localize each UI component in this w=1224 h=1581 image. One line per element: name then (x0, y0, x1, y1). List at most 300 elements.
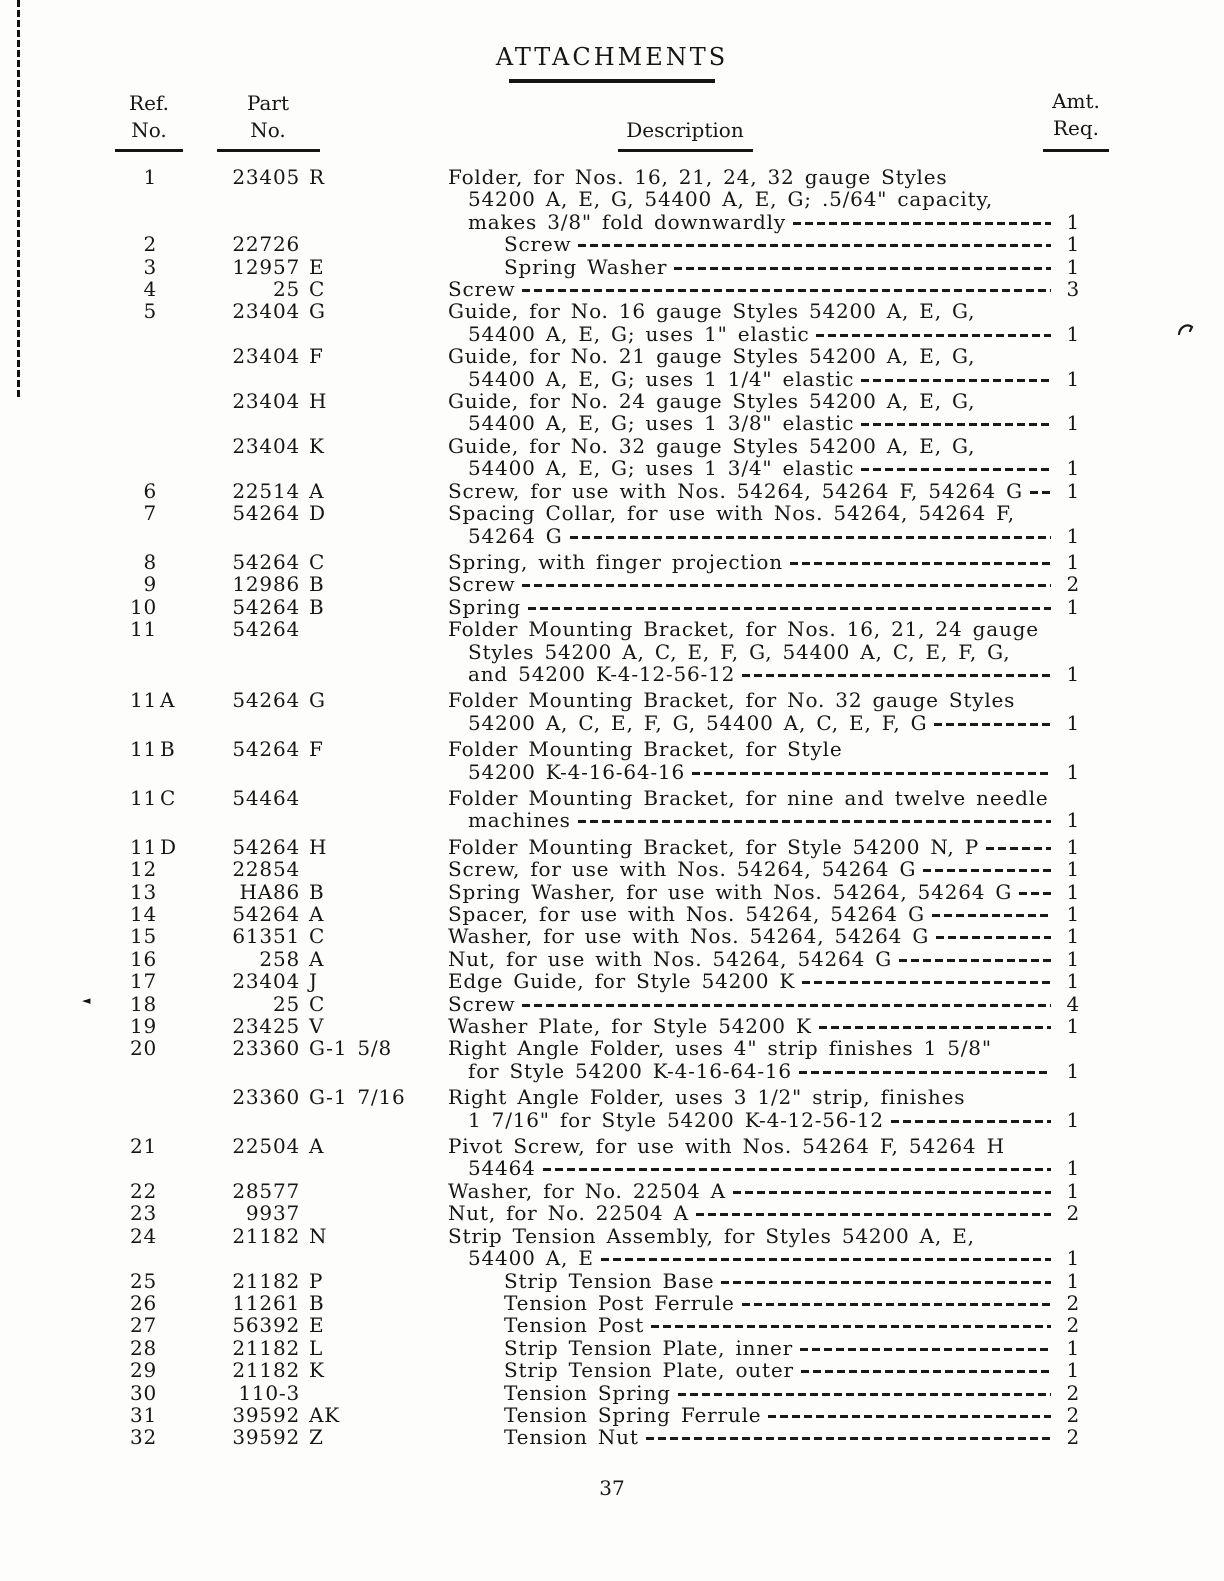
description-cell (448, 1404, 1080, 1426)
ref-suffix (157, 1404, 160, 1426)
dash-leader (742, 674, 1051, 677)
ref-number: 5 (143, 299, 157, 324)
part-cell (177, 1037, 448, 1059)
amount-cell: 1 (1066, 366, 1080, 391)
table-row (0, 525, 1224, 547)
ref-suffix (157, 1202, 160, 1224)
description-cell (448, 993, 1080, 1015)
description-cell (448, 1086, 1080, 1108)
ref-number (104, 345, 157, 367)
dash-leader (923, 869, 1051, 872)
description-text: Spring (448, 594, 521, 619)
part-suffix: P (309, 1268, 324, 1293)
part-number: 110-3 (238, 1380, 300, 1405)
part-suffix (300, 809, 309, 831)
table-row (0, 1109, 1224, 1131)
description-cell (448, 457, 1080, 479)
part-number: 21182 (232, 1358, 300, 1383)
part-cell (177, 323, 448, 345)
part-cell (177, 1247, 448, 1269)
table-row (0, 1180, 1224, 1202)
ref-suffix (157, 233, 160, 255)
part-suffix: AK (309, 1402, 340, 1427)
ref-suffix (157, 1060, 160, 1082)
part-suffix (300, 412, 309, 434)
ref-cell (0, 1060, 177, 1082)
ref-cell (0, 596, 177, 618)
ref-cell (0, 1015, 177, 1037)
part-suffix: C (309, 277, 326, 302)
table-row (0, 573, 1224, 595)
ref-cell (0, 836, 177, 858)
part-number (177, 1157, 300, 1179)
ref-cell (0, 1292, 177, 1314)
part-number: 22726 (232, 232, 300, 257)
description-text: Folder Mounting Bracket, for Nos. 16, 21, 24 gauge (448, 617, 1039, 642)
ref-suffix (157, 278, 160, 300)
table-row (0, 1135, 1224, 1157)
ref-cell (0, 970, 177, 992)
ref-number: 17 (129, 969, 157, 994)
page-number: 37 (599, 1476, 625, 1500)
part-number: 39592 (232, 1402, 300, 1427)
description-text: Folder Mounting Bracket, for nine and twelve needle (448, 785, 1049, 810)
part-suffix: F (309, 344, 324, 369)
amount-cell: 1 (1066, 1178, 1080, 1203)
part-number: 21182 (232, 1335, 300, 1360)
description-cell (448, 256, 1080, 278)
part-suffix (300, 663, 309, 685)
description-text: Strip Tension Plate, outer (504, 1358, 794, 1383)
description-cell (448, 573, 1080, 595)
part-cell (177, 435, 448, 457)
ref-suffix (157, 166, 160, 188)
description-text: Folder, for Nos. 16, 21, 24, 32 gauge Styles (448, 165, 948, 189)
dash-leader (861, 423, 1051, 426)
part-cell (177, 925, 448, 947)
part-cell (177, 993, 448, 1015)
ref-number: 19 (129, 1014, 157, 1039)
amount-cell: 2 (1066, 1313, 1080, 1338)
part-suffix (300, 1202, 309, 1224)
description-cell (448, 903, 1080, 925)
ref-number (104, 211, 157, 233)
part-suffix: A (309, 946, 325, 971)
description-text: Strip Tension Base (504, 1268, 715, 1293)
table-row (0, 993, 1224, 1015)
part-cell (177, 1292, 448, 1314)
part-suffix: V (309, 1014, 325, 1039)
description-cell (448, 881, 1080, 903)
amount-cell: 1 (1066, 661, 1080, 686)
table-row (0, 368, 1224, 390)
description-cell (448, 278, 1080, 300)
column-header-amt (1036, 88, 1116, 152)
scan-arrow-artifact: ◄ (82, 994, 91, 1007)
table-row (0, 858, 1224, 880)
part-suffix (300, 211, 309, 233)
ref-suffix (157, 480, 160, 502)
ref-suffix (157, 925, 160, 947)
ref-cell (0, 211, 177, 233)
ref-cell (0, 1404, 177, 1426)
description-text: 54400 A, E, G; uses 1 3/8" elastic (468, 411, 855, 436)
description-text: Tension Spring Ferrule (504, 1402, 762, 1427)
ref-number: 22 (129, 1178, 157, 1203)
part-cell (177, 1086, 448, 1108)
part-suffix (300, 787, 309, 809)
part-suffix: G (309, 299, 326, 324)
ref-suffix (157, 323, 160, 345)
ref-suffix (157, 618, 160, 640)
ref-cell (0, 1270, 177, 1292)
description-cell (448, 435, 1080, 457)
table-row (0, 948, 1224, 970)
dash-leader (891, 1120, 1051, 1123)
part-suffix: C (309, 991, 326, 1016)
ref-suffix (157, 211, 160, 233)
table-row (0, 663, 1224, 685)
description-text: 54400 A, E, G; uses 1 1/4" elastic (468, 366, 855, 391)
ref-number (104, 188, 157, 210)
part-number: 22854 (232, 857, 300, 882)
ref-number: 11 (129, 617, 157, 642)
dash-leader (1019, 892, 1051, 895)
ref-suffix (157, 1314, 160, 1336)
ref-suffix (157, 1382, 160, 1404)
table-row (0, 881, 1224, 903)
description-cell (448, 618, 1080, 640)
part-number (177, 809, 300, 831)
ref-cell (0, 1426, 177, 1448)
part-suffix (300, 1382, 309, 1404)
ref-cell (0, 256, 177, 278)
part-suffix (300, 1180, 309, 1202)
ref-cell (0, 1202, 177, 1224)
ref-suffix (157, 1292, 160, 1314)
description-text: Nut, for No. 22504 A (448, 1201, 689, 1226)
ref-suffix (157, 412, 160, 434)
part-cell (177, 1404, 448, 1426)
part-suffix: F (309, 737, 324, 762)
description-cell (448, 1015, 1080, 1037)
ref-suffix (157, 345, 160, 367)
ref-suffix (157, 1426, 160, 1448)
amount-cell: 2 (1066, 1201, 1080, 1226)
table-row (0, 712, 1224, 734)
part-suffix (300, 712, 309, 734)
table-row (0, 1404, 1224, 1426)
ref-number: 12 (129, 857, 157, 882)
ref-number: 3 (143, 254, 157, 279)
amount-cell: 1 (1066, 1107, 1080, 1132)
ref-number (104, 712, 157, 734)
dash-leader (790, 562, 1051, 565)
table-row (0, 1270, 1224, 1292)
ref-suffix: A (160, 688, 176, 713)
description-cell (448, 970, 1080, 992)
part-suffix: Z (309, 1425, 324, 1450)
ref-suffix (157, 188, 160, 210)
dash-leader (678, 1393, 1051, 1396)
ref-suffix (157, 457, 160, 479)
ref-cell (0, 809, 177, 831)
ref-cell (0, 738, 177, 760)
ref-cell (0, 300, 177, 322)
description-text: 54400 A, E, G; uses 1" elastic (468, 321, 810, 346)
part-cell (177, 1382, 448, 1404)
scan-squiggle-artifact (1176, 320, 1198, 342)
part-suffix: B (309, 1290, 325, 1315)
description-cell (448, 1202, 1080, 1224)
ref-cell (0, 1086, 177, 1108)
description-cell (448, 1314, 1080, 1336)
part-number: 23405 (232, 165, 300, 189)
amount-cell: 1 (1066, 478, 1080, 503)
column-header-description-spacer (560, 90, 810, 117)
table-row (0, 1314, 1224, 1336)
part-suffix: D (309, 501, 326, 526)
description-cell (448, 1359, 1080, 1381)
dash-leader (528, 607, 1051, 610)
part-suffix: G-1 5/8 (309, 1036, 392, 1061)
part-number: 54264 (232, 549, 300, 574)
dash-leader (861, 379, 1051, 382)
amount-cell: 1 (1066, 232, 1080, 257)
ref-number: 11 (129, 785, 157, 810)
ref-cell (0, 551, 177, 573)
part-suffix: R (309, 165, 325, 189)
dash-leader (816, 334, 1051, 337)
part-suffix: A (309, 902, 325, 926)
ref-cell (0, 233, 177, 255)
column-underline (217, 149, 320, 152)
table-row (0, 689, 1224, 711)
description-text: 54400 A, E, G; uses 1 3/4" elastic (468, 456, 855, 481)
ref-number (104, 809, 157, 831)
dash-leader (674, 267, 1051, 270)
dash-leader (801, 1370, 1051, 1373)
amount-cell: 4 (1066, 991, 1080, 1016)
ref-cell (0, 663, 177, 685)
part-suffix: H (309, 389, 328, 414)
description-text: 54464 (468, 1156, 536, 1181)
description-text: 54264 G (468, 523, 563, 548)
amount-cell: 1 (1066, 1156, 1080, 1181)
part-number (177, 525, 300, 547)
description-cell (448, 1225, 1080, 1247)
description-cell (448, 525, 1080, 547)
part-cell (177, 412, 448, 434)
dash-leader (936, 936, 1051, 939)
dash-leader (522, 289, 1051, 292)
part-cell (177, 1157, 448, 1179)
dash-leader (861, 468, 1051, 471)
part-number: 21182 (232, 1223, 300, 1248)
description-text: Spacer, for use with Nos. 54264, 54264 G (448, 902, 925, 926)
part-number: 23404 (232, 344, 300, 369)
part-number: 12957 (232, 254, 300, 279)
ref-number: 29 (129, 1358, 157, 1383)
part-suffix (300, 368, 309, 390)
description-cell (448, 1382, 1080, 1404)
part-cell (177, 738, 448, 760)
ref-number (104, 368, 157, 390)
ref-number (104, 1109, 157, 1131)
ref-cell (0, 525, 177, 547)
part-cell (177, 211, 448, 233)
ref-number (104, 1157, 157, 1179)
part-cell (177, 166, 448, 188)
part-number: 9937 (245, 1201, 300, 1226)
amount-cell: 1 (1066, 456, 1080, 481)
ref-suffix (157, 948, 160, 970)
table-row (0, 1382, 1224, 1404)
description-text: Tension Post (504, 1313, 645, 1338)
ref-number (104, 1247, 157, 1269)
description-cell (448, 1109, 1080, 1131)
ref-cell (0, 480, 177, 502)
amount-cell: 1 (1066, 1246, 1080, 1271)
amount-cell: 1 (1066, 1014, 1080, 1039)
dash-leader (578, 244, 1051, 247)
part-cell (177, 618, 448, 640)
description-text: Pivot Screw, for use with Nos. 54264 F, 54264 H (448, 1134, 1005, 1159)
ref-number: 25 (129, 1268, 157, 1293)
part-cell (177, 761, 448, 783)
dash-leader (692, 772, 1051, 775)
amount-cell: 1 (1066, 946, 1080, 971)
amount-cell: 1 (1066, 969, 1080, 994)
description-text: 1 7/16" for Style 54200 K-4-12-56-12 (468, 1107, 884, 1132)
part-cell (177, 525, 448, 547)
description-cell (448, 712, 1080, 734)
description-cell (448, 1037, 1080, 1059)
description-text: Tension Spring (504, 1380, 671, 1405)
dash-leader (819, 1026, 1051, 1029)
ref-suffix (157, 1180, 160, 1202)
part-cell (177, 345, 448, 367)
dash-leader (733, 1191, 1051, 1194)
ref-cell (0, 689, 177, 711)
description-cell (448, 166, 1080, 188)
part-suffix: C (309, 549, 326, 574)
table-row (0, 641, 1224, 663)
description-cell (448, 787, 1080, 809)
description-text: 54400 A, E (468, 1246, 594, 1271)
amount-cell: 1 (1066, 523, 1080, 548)
page-title: ATTACHMENTS (495, 43, 729, 71)
description-cell (448, 188, 1080, 210)
ref-number: 4 (143, 277, 157, 302)
description-cell (448, 1270, 1080, 1292)
ref-number: 16 (129, 946, 157, 971)
part-suffix (300, 618, 309, 640)
amount-cell: 1 (1066, 834, 1080, 859)
description-text: Screw (504, 232, 572, 257)
dash-leader (522, 584, 1051, 587)
part-number: 25 (272, 277, 300, 302)
ref-cell (0, 1314, 177, 1336)
ref-cell (0, 166, 177, 188)
ref-suffix (157, 1270, 160, 1292)
table-row (0, 970, 1224, 992)
ref-cell (0, 390, 177, 412)
part-cell (177, 1202, 448, 1224)
description-text: Screw (448, 572, 516, 597)
table-row (0, 502, 1224, 524)
table-row (0, 457, 1224, 479)
part-cell (177, 641, 448, 663)
ref-cell (0, 323, 177, 345)
ref-number: 14 (129, 902, 157, 926)
table-row (0, 323, 1224, 345)
ref-cell (0, 278, 177, 300)
title-underline (509, 79, 715, 83)
column-header-part (212, 90, 324, 152)
description-cell (448, 211, 1080, 233)
ref-suffix (157, 596, 160, 618)
ref-suffix (157, 1135, 160, 1157)
description-text: Guide, for No. 16 gauge Styles 54200 A, E, G, (448, 299, 976, 324)
dash-leader (802, 981, 1051, 984)
ref-number: 13 (129, 879, 157, 904)
part-suffix: E (309, 254, 325, 279)
ref-suffix (157, 1086, 160, 1108)
ref-suffix (157, 1157, 160, 1179)
ref-suffix (157, 502, 160, 524)
amount-cell: 1 (1066, 594, 1080, 619)
ref-suffix (157, 761, 160, 783)
ref-cell (0, 1180, 177, 1202)
ref-number (104, 525, 157, 547)
ref-number: 10 (129, 594, 157, 619)
table-row (0, 1292, 1224, 1314)
description-text: Strip Tension Assembly, for Styles 54200 A, E, (448, 1223, 975, 1248)
ref-cell (0, 368, 177, 390)
dash-leader (768, 1415, 1051, 1418)
dash-leader (932, 914, 1051, 917)
column-header-ref-line2: No. (131, 118, 167, 142)
part-cell (177, 712, 448, 734)
table-row (0, 1426, 1224, 1448)
column-header-ref (108, 90, 190, 152)
ref-suffix (157, 641, 160, 663)
part-number: 22504 (232, 1134, 300, 1159)
part-number: 39592 (232, 1425, 300, 1450)
table-row (0, 925, 1224, 947)
part-suffix: N (309, 1223, 328, 1248)
ref-number: 24 (129, 1223, 157, 1248)
part-number (177, 323, 300, 345)
part-cell (177, 1015, 448, 1037)
ref-suffix (157, 1247, 160, 1269)
ref-number: 15 (129, 924, 157, 949)
description-text: Tension Nut (504, 1425, 639, 1450)
description-text: Screw (448, 277, 516, 302)
description-text: Screw (448, 991, 516, 1016)
part-suffix (300, 188, 309, 210)
ref-cell (0, 1225, 177, 1247)
ref-suffix (157, 573, 160, 595)
dash-leader (793, 222, 1051, 225)
description-text: Tension Post Ferrule (504, 1290, 735, 1315)
ref-cell (0, 1135, 177, 1157)
part-cell (177, 457, 448, 479)
table-row (0, 787, 1224, 809)
description-text: 54200 A, C, E, F, G, 54400 A, C, E, F, G (468, 710, 928, 735)
ref-number (104, 457, 157, 479)
